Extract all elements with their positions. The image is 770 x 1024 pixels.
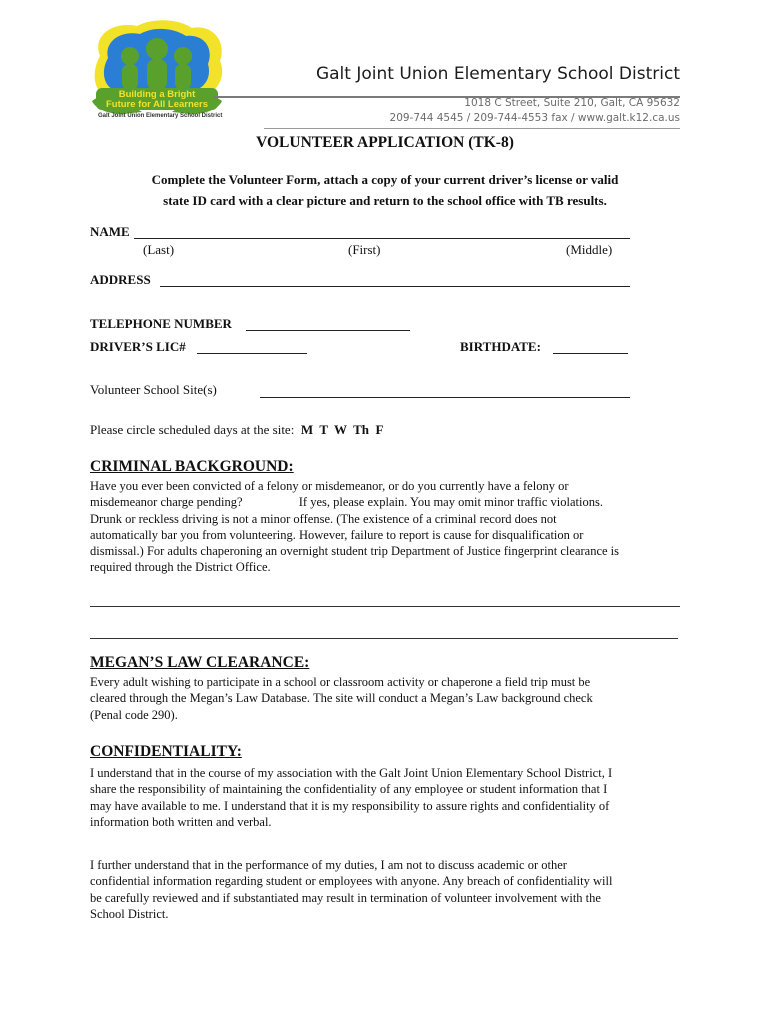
intro-line: Complete the Volunteer Form, attach a copy of your current driver’s license or valid xyxy=(151,172,619,187)
criminal-line: Drunk or reckless driving is not a minor offense. (The existence of a criminal record does not xyxy=(90,511,557,526)
confidentiality-line: I further understand that in the performance of my duties, I am not to discuss academic or other xyxy=(90,858,567,872)
criminal-explain-line[interactable] xyxy=(90,606,680,607)
form-intro xyxy=(90,169,680,211)
logo-slogan-line2: Future for All Learners xyxy=(105,99,209,110)
name-field[interactable] xyxy=(134,238,630,239)
intro-line: state ID card with a clear picture and return to the school office with TB results. xyxy=(163,193,607,208)
criminal-line: misdemeanor charge pending? If yes, please explain. You may omit minor traffic violations. xyxy=(90,495,603,510)
name-middle-label: (Middle) xyxy=(566,242,613,257)
district-name: Galt Joint Union Elementary School District xyxy=(315,64,680,84)
criminal-line: dismissal.) For adults chaperoning an overnight student trip Department of Justice fingerprint clearance is xyxy=(90,544,620,559)
logo-caption: Galt Joint Union Elementary School District xyxy=(98,113,223,119)
megans-heading: MEGAN’S LAW CLEARANCE: xyxy=(90,654,310,671)
logo-slogan-line1: Building a Bright xyxy=(118,89,196,100)
days-options[interactable]: M T W Th F xyxy=(300,422,384,437)
telephone-label: TELEPHONE NUMBER xyxy=(90,316,232,331)
megans-paragraph xyxy=(90,674,690,723)
criminal-line: automatically bar you from volunteering. However, failure to report is cause for disqualification or xyxy=(90,527,584,542)
address-field[interactable] xyxy=(160,286,630,287)
form-title: VOLUNTEER APPLICATION (TK-8) xyxy=(256,134,514,151)
district-contact: 209-744 4545 / 209-744-4553 fax / www.galt.k12.ca.us xyxy=(389,112,680,124)
criminal-heading: CRIMINAL BACKGROUND: xyxy=(90,458,294,475)
school-site-field[interactable] xyxy=(260,397,630,398)
school-site-label: Volunteer School Site(s) xyxy=(90,382,217,397)
megans-line: Every adult wishing to participate in a school or classroom activity or chaperone a field trip must be xyxy=(90,675,591,689)
header-rule-secondary xyxy=(264,128,680,129)
megans-line: cleared through the Megan’s Law Database. The site will conduct a Megan’s Law background check xyxy=(90,691,593,706)
district-address: 1018 C Street, Suite 210, Galt, CA 95632 xyxy=(464,97,680,109)
confidentiality-line: School District. xyxy=(90,906,169,921)
confidentiality-line: be carefully reviewed and if substantiated may result in termination of volunteer involvement with the xyxy=(90,890,601,905)
confidentiality-paragraph-2 xyxy=(90,857,690,922)
confidentiality-line: share the responsibility of maintaining the confidentiality of any employee or student information that I xyxy=(90,782,608,797)
telephone-field[interactable] xyxy=(246,330,410,331)
days-row xyxy=(90,422,383,438)
criminal-line: required through the District Office. xyxy=(90,560,271,575)
drivers-lic-field[interactable] xyxy=(197,353,307,354)
days-prompt: Please circle scheduled days at the site: xyxy=(90,422,295,437)
confidentiality-line: I understand that in the course of my association with the Galt Joint Union Elementary School District, I xyxy=(90,766,613,780)
criminal-paragraph xyxy=(90,478,690,576)
name-last-label: (Last) xyxy=(143,242,175,257)
confidentiality-line: information both written and verbal. xyxy=(90,814,272,829)
name-first-label: (First) xyxy=(348,242,381,257)
confidentiality-heading: CONFIDENTIALITY: xyxy=(90,743,242,760)
name-label: NAME xyxy=(90,224,130,239)
address-label: ADDRESS xyxy=(90,272,151,287)
drivers-lic-label: DRIVER’S LIC# xyxy=(90,339,186,354)
criminal-line: Have you ever been convicted of a felony or misdemeanor, or do you currently have a felony or xyxy=(90,479,569,493)
megans-line: (Penal code 290). xyxy=(90,707,178,722)
confidentiality-line: may have available to me. I understand that it is my responsibility to assure rights and confidentiality of xyxy=(90,798,610,813)
criminal-explain-line[interactable] xyxy=(90,638,678,639)
birthdate-field[interactable] xyxy=(553,353,628,354)
district-logo xyxy=(82,16,232,126)
confidentiality-paragraph-1 xyxy=(90,765,690,830)
confidentiality-line: confidential information regarding student or employees with anyone. Any breach of confidentiality will xyxy=(90,874,613,889)
birthdate-label: BIRTHDATE: xyxy=(460,339,541,354)
